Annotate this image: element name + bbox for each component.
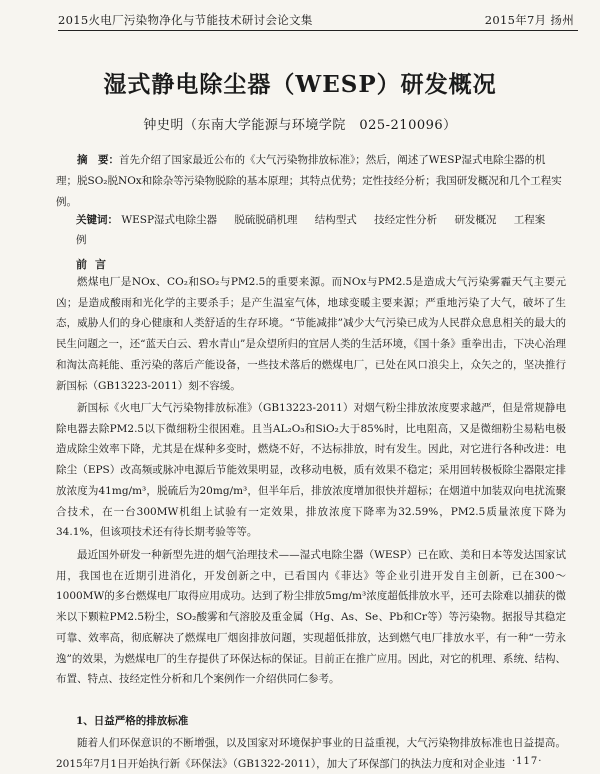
body-paragraph: 新国标《火电厂大气污染物排放标准》（GB13223-2011）对烟气粉尘排放浓度要求越严，但是常规静电除电器去除PM2.5以下微细粉尘很困难。且当AL₂O₃和SiO₂大于85%时，比电阻高，又是微细粉尘易粘电极造成除尘效率下降，尤其是在煤种多变时，燃烧不好，不达标排放，时有发生。因此，对它进行各种改进：电除尘（EPS）改高频或脉冲电源后节能效果明显，改移动电极，质有效果不稳定；采用回转极板除尘器限定排放浓度为41mg/m³，脱硫后为20mg/m³，但半年后，排放浓度增加很快并超标；在烟道中加装双向电扰流聚合技术，在一台300MW机组上试验有一定效果，排放浓度下降率为32.59%，PM2.5质量浓度下降为34.1%，但该项技术还有待长期考验等等。	[56, 402, 566, 539]
body-paragraph: 最近国外研发一种新型先进的烟气治理技术——湿式电除尘器（WESP）已在欧、美和日本等发达国家试用，我国也在近期引进消化，开发创新之中，已看国内《菲达》等企业引进开发自主创新，已在300～1000MW的多台燃煤电厂取得应用成功。达到了粉尘排放5mg/m³浓度超低排放水平，还可去除难以捕获的微米以下颗粒PM2.5粉尘，SO₂酸雾和气溶胶及重金属（Hg、As、Se、Pb和Cr等）等污染物。据报导其稳定可靠、效率高，彻底解决了燃煤电厂烟囱排放问题，实现超低排放，达到燃气电厂排放水平，有一种“一劳永逸”的效果，为燃煤电厂的生存提供了环保达标的保证。目前正在推广应用。因此，对它的机理、系统、结构、布置、特点、技经定性分析和几个案例作一介绍供同仁参考。	[56, 549, 566, 686]
header-right-text: 2015年7月 扬州	[484, 13, 574, 27]
preface-heading: 前言	[76, 258, 114, 271]
paper-title: 湿式静电除尘器（WESP）研发概况	[103, 71, 497, 98]
abstract-text: 首先介绍了国家最近公布的《大气污染物排放标准》；然后，阐述了WESP湿式电除尘器的机理；脱SO₂脱NOx和除杂等污染物脱除的基本原理；其特点优势；定性技经分析；我国研发概况和几个工程实例。	[56, 154, 562, 208]
header-left-text: 2015火电厂污染物净化与节能技术研讨会论文集	[58, 13, 313, 27]
keyword-item: WESP湿式电除尘器	[121, 214, 218, 226]
keyword-item: 技经定性分析	[374, 214, 438, 226]
keyword-item: 研发概况	[454, 214, 497, 226]
keyword-item: 结构型式	[314, 214, 357, 226]
section-heading: 1、日益严格的排放标准	[76, 715, 189, 727]
keyword-item: 脱硫脱硝机理	[234, 214, 298, 226]
body-paragraph: 随着人们环保意识的不断增强，以及国家对环境保护事业的日益重视，大气污染物排放标准也日益提高。2015年7月1日开始执行新《环保法》（GB1322-2011），加大了环保部门的执法力度和对企业违	[56, 737, 566, 770]
keyword-item: 工程案例	[76, 214, 546, 246]
body-paragraph: 燃煤电厂是NOx、CO₂和SO₂与PM2.5的重要来源。而NOx与PM2.5是造成大气污染雾霾天气主要元凶；是造成酸雨和光化学的主要杀手；是产生温室气体，地球变暖主要来源；严重地污染了大气，破坏了生态，威胁人们的身心健康和人类舒适的生存环境。“节能减排”减少大气污染已成为人民群众息息相关的最大的民生问题之一，还“蓝天白云、碧水青山”是众望所归的宜居人类的生活环境，《国十条》重拳出击，下决心治理和淘汰高耗能、重污染的落后产能设备，一些技术落后的燃煤电厂，已处在风口浪尖上，众矢之的，坚决推行新国标（GB13223-2011）刻不容缓。	[56, 276, 566, 392]
abstract	[56, 150, 566, 213]
author-line: 钟史明（东南大学能源与环境学院 025-210096）	[143, 118, 457, 133]
abstract-label: 摘 要：	[77, 154, 119, 166]
running-header	[58, 10, 578, 31]
keywords-label: 关键词：	[76, 214, 118, 226]
page-number: ·117·	[512, 756, 543, 767]
keywords	[76, 210, 566, 250]
